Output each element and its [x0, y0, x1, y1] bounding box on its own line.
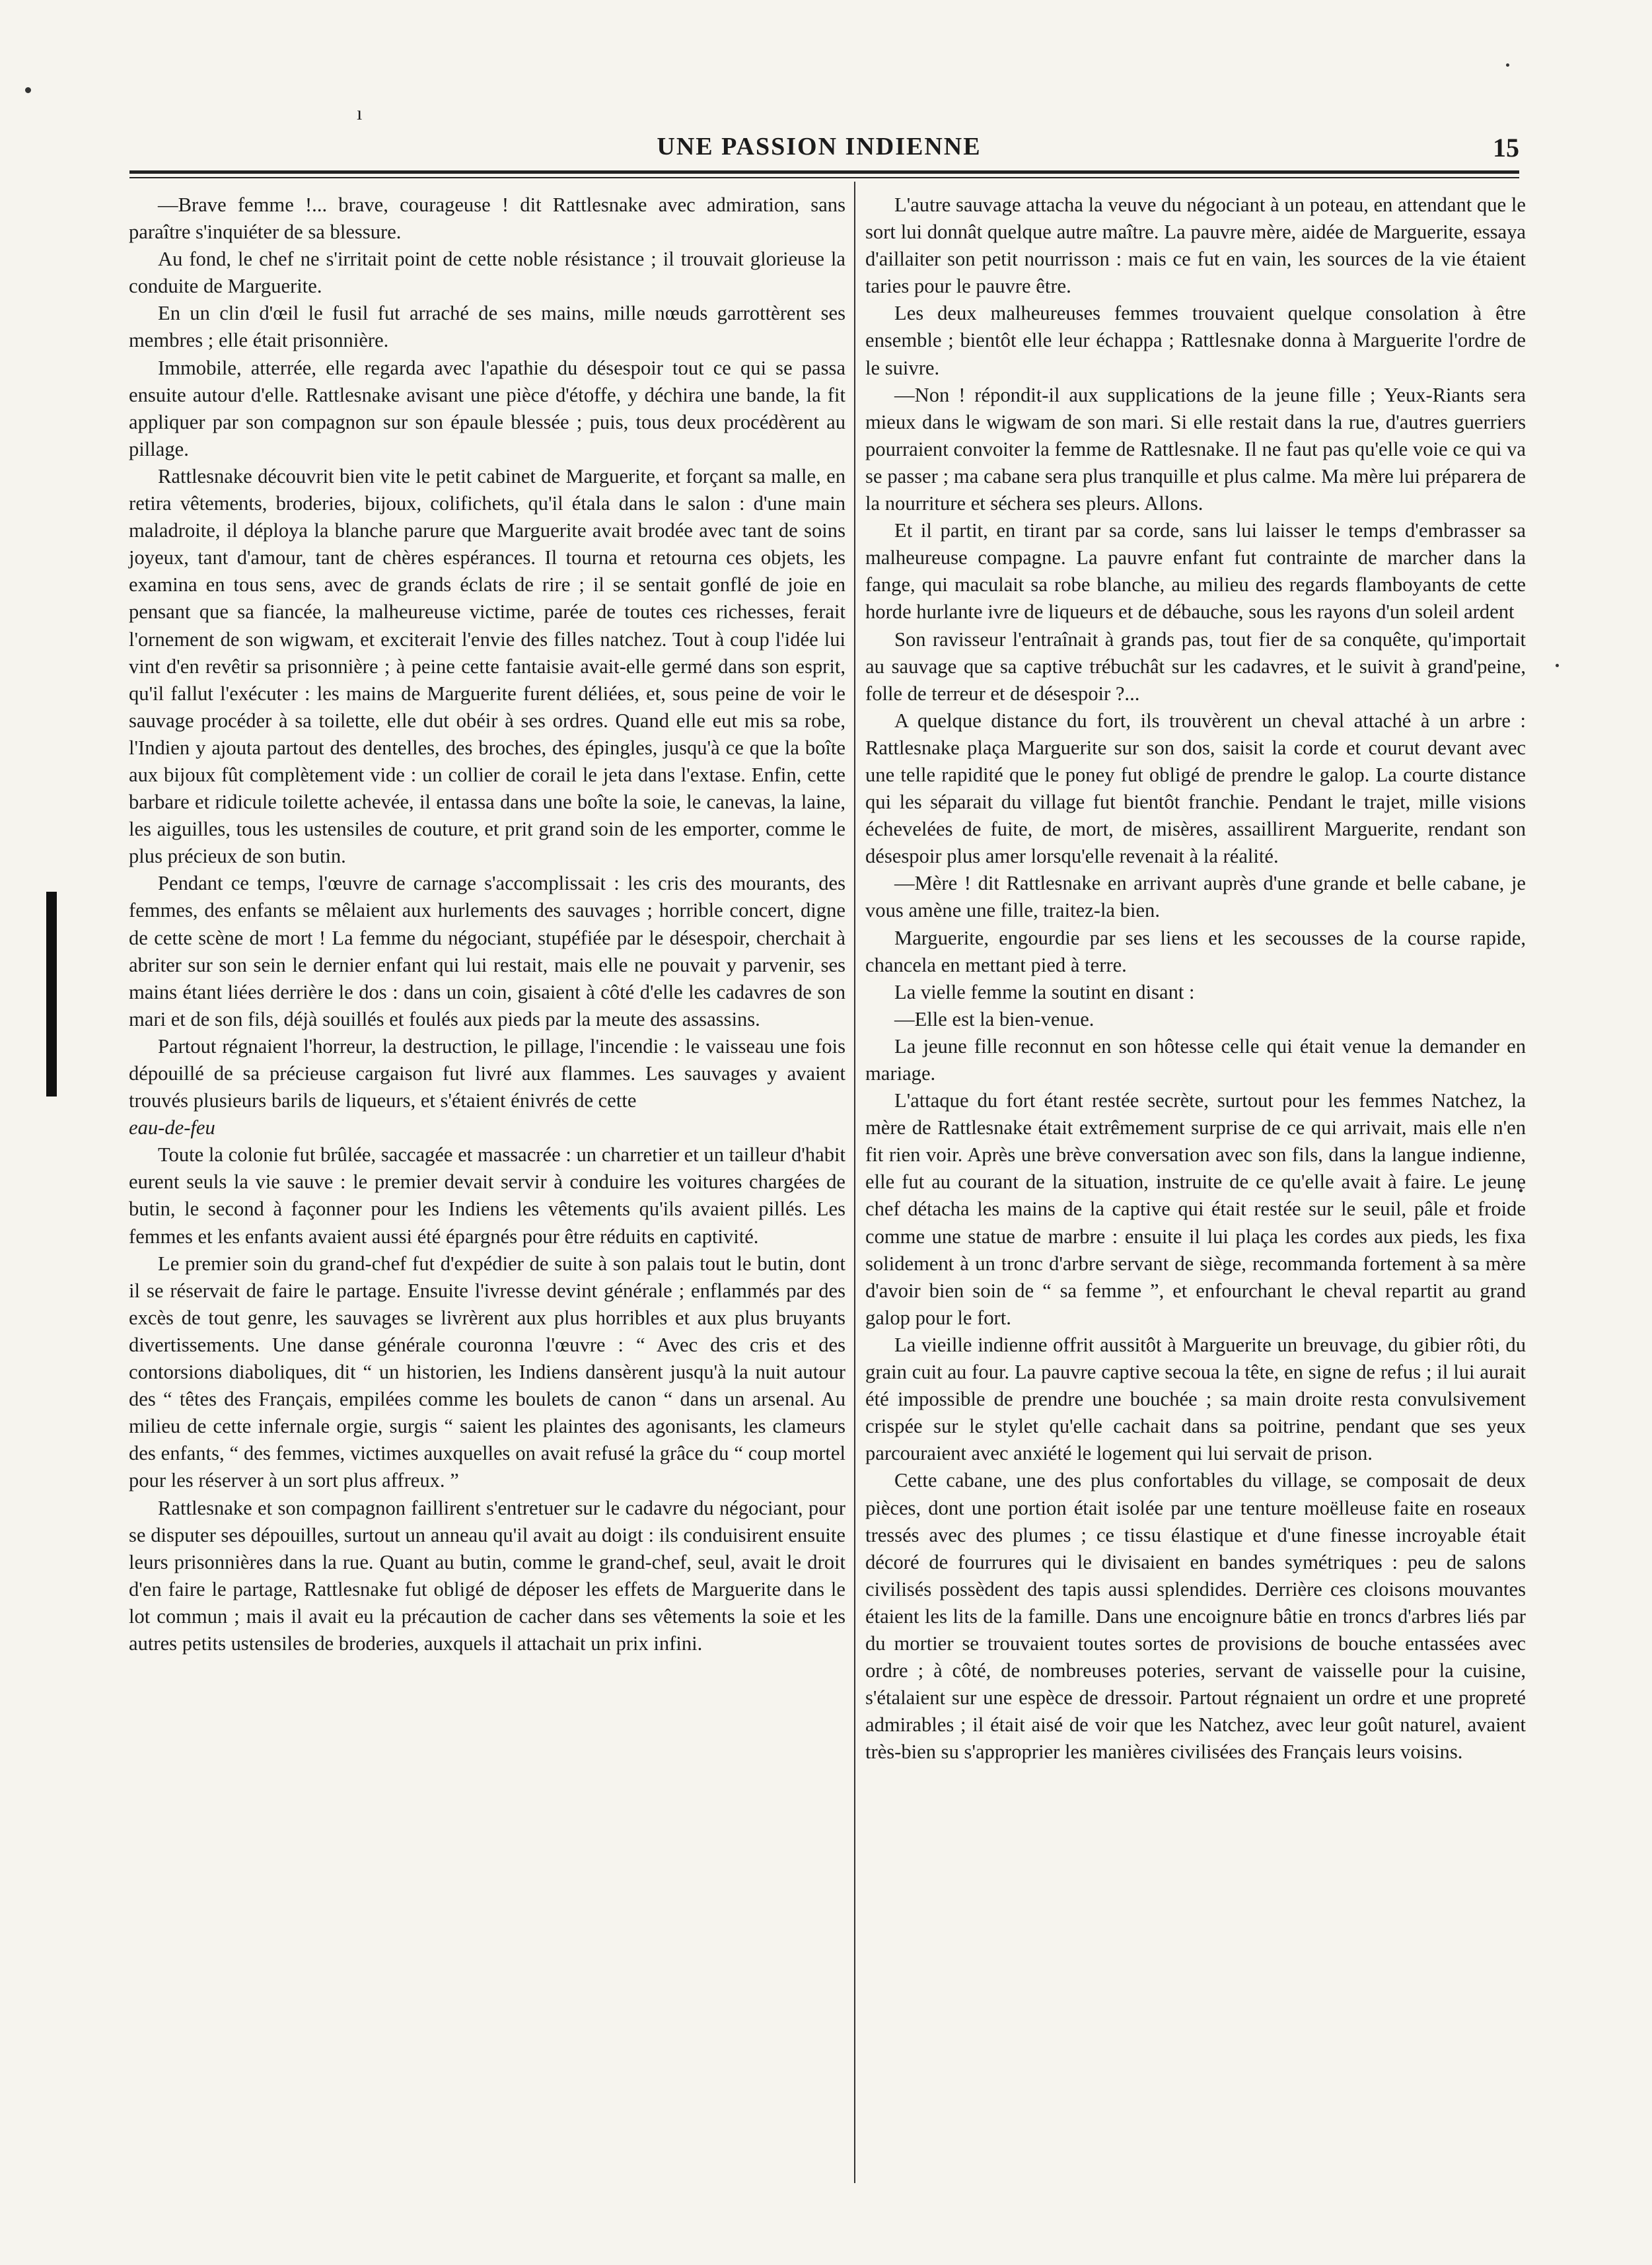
- paragraph: Pendant ce temps, l'œuvre de carnage s'accomplissait : les cris des mourants, des femmes, des enfants se mêlaient aux hurlements des sauvages ; horrible concert, digne de cette scène de mort ! La femme du négociant, stupéfiée par le désespoir, cherchait à abriter sur son sein le dernier enfant qui lui restait, mais elle ne pouvait y parvenir, ses mains étant liées derrière le dos : dans un coin, gisaient à côté d'elle les cadavres de son mari et de son fils, déjà souillés et foulés aux pieds par la meute des assassins.: [129, 872, 845, 1030]
- paragraph-text: Partout régnaient l'horreur, la destruction, le pillage, l'incendie : le vaisseau une fois dépouillé de sa précieuse cargaison fut livré aux flammes. Les sauvages y avaient trouvés plusieurs barils de liqueurs, et s'étaient énivrés de cette: [129, 1034, 845, 1112]
- italic-term: eau-de-feu: [129, 1116, 215, 1139]
- margin-mark: [46, 892, 57, 1097]
- paragraph: Le premier soin du grand-chef fut d'expédier de suite à son palais tout le butin, dont il se réservait de faire le partage. Ensuite l'ivresse devint générale ; enflammés par des excès de tout genre, les sauvages se livrèrent aux plus horribles et aux plus bruyants divertissements. Une danse générale couronna l'œuvre : “ Avec des cris et des contorsions diaboliques, dit “ un historien, les Indiens dansèrent jusqu'à la nuit autour des “ têtes des Français, empilées comme les boulets de canon “ dans un arsenal. Au milieu de cette infernale orgie, surgis “ saient les plaintes des agonisants, les clameurs des enfants, “ des femmes, victimes auxquelles on avait refusé la grâce du “ coup mortel pour les réserver à un sort plus affreux. ”: [129, 1252, 845, 1492]
- paragraph: L'autre sauvage attacha la veuve du négociant à un poteau, en attendant que le sort lui donnât quelque autre maître. La pauvre mère, aidée de Marguerite, essaya d'aillaiter son petit nourrisson : mais ce fut en vain, les sources de la vie étaient taries pour le pauvre être.: [865, 194, 1526, 298]
- paragraph: La vielle femme la soutint en disant :: [894, 980, 1195, 1003]
- paragraph: Marguerite, engourdie par ses liens et les secousses de la course rapide, chancela en mettant pied à terre.: [865, 926, 1526, 976]
- running-header: [119, 132, 1519, 172]
- paragraph: La vieille indienne offrit aussitôt à Marguerite un breuvage, du gibier rôti, du grain cuit au four. La pauvre captive secoua la tête, en signe de refus ; il lui aurait été impossible de prendre une bouchée ; sa main droite resta convulsivement crispée sur le stylet qu'elle cachait dans sa poitrine, pendant que ses yeux parcouraient avec anxiété le logement qui lui servait de prison.: [865, 1333, 1526, 1465]
- paragraph: Immobile, atterrée, elle regarda avec l'apathie du désespoir tout ce qui se passa ensuite autour d'elle. Rattlesnake avisant une pièce d'étoffe, y déchira une bande, la fit appliquer par son compagnon sur son épaule blessée ; puis, tous deux procédèrent au pillage.: [129, 356, 845, 460]
- paragraph: [129, 1033, 845, 1141]
- page-number: 15: [1493, 133, 1519, 162]
- paragraph: Son ravisseur l'entraînait à grands pas, tout fier de sa conquête, qu'importait au sauvage que sa captive trébuchât sur les cadavres, et le suivit à grand'peine, folle de terreur et de désespoir ?...: [865, 628, 1526, 705]
- paragraph: —Non ! répondit-il aux supplications de la jeune fille ; Yeux-Riants sera mieux dans le wigwam de son mari. Si elle restait dans la rue, d'autres guerriers pourraient convoiter la femme de Rattlesnake. Il ne faut pas qu'elle voie ce qui va se passer ; ma cabane sera plus tranquille et plus calme. Ma mère lui préparera de la nourriture et séchera ses pleurs. Allons.: [865, 383, 1526, 515]
- paragraph: La jeune fille reconnut en son hôtesse celle qui était venue la demander en mariage.: [865, 1034, 1526, 1085]
- paragraph: A quelque distance du fort, ils trouvèrent un cheval attaché à un arbre : Rattlesnake plaça Marguerite sur son dos, saisit la corde et courut devant avec une telle rapidité que le poney fut obligé de prendre le galop. La courte distance qui les séparait du village fut bientôt franchie. Pendant le trajet, mille visions échevelées de fuite, de mort, de misères, assaillirent Marguerite, rendant son désespoir plus amer lorsqu'elle revenait à la réalité.: [865, 709, 1526, 868]
- paragraph: —Mère ! dit Rattlesnake en arrivant auprès d'une grande et belle cabane, je vous amène une fille, traitez-la bien.: [865, 872, 1526, 922]
- header-rule: [129, 170, 1519, 174]
- running-title: UNE PASSION INDIENNE: [657, 133, 982, 161]
- top-mark: ı: [357, 102, 363, 124]
- paragraph: L'attaque du fort étant restée secrète, surtout pour les femmes Natchez, la mère de Rattlesnake était extrêmement surprise de ce qui arrivait, mais elle n'en fit rien voir. Après une brève conversation avec son fils, dans la langue indienne, elle fut au courant de la situation, instruite de ce qu'elle avait à faire. Le jeune chef détacha les mains de la captive qui était restée sur le seuil, pâle et froide comme une statue de marbre : ensuite il lui plaça les cordes aux pieds, les fixa solidement à un tronc d'arbre servant de siège, recommanda fortement à sa mère d'avoir bien soin de “ sa femme ”, et enfourchant le cheval repartit au grand galop pour le fort.: [865, 1089, 1526, 1329]
- left-column: [129, 192, 845, 1657]
- paragraph: —Elle est la bien-venue.: [894, 1007, 1095, 1030]
- ink-speck: [25, 87, 31, 93]
- paragraph: En un clin d'œil le fusil fut arraché de ses mains, mille nœuds garrottèrent ses membres ; elle était prisonnière.: [129, 302, 845, 352]
- ink-speck: [1506, 63, 1509, 67]
- paragraph: Et il partit, en tirant par sa corde, sans lui laisser le temps d'embrasser sa malheureuse compagne. La pauvre enfant fut contrainte de marcher dans la fange, qui maculait sa robe blanche, au milieu des regards flamboyants de cette horde hurlante ivre de liqueurs et de débauche, sous les rayons d'un soleil ardent: [865, 519, 1526, 624]
- paragraph: Rattlesnake découvrit bien vite le petit cabinet de Marguerite, et forçant sa malle, en retira vêtements, broderies, bijoux, colifichets, qu'il étala dans le salon : d'une main maladroite, il déploya la blanche parure que Marguerite avait brodée avec tant de soins joyeux, tant d'amour, tant de chères espérances. Il tourna et retourna ces objets, les examina en tous sens, avec de grands éclats de rire ; il se sentait gonflé de joie en pensant que sa fiancée, la malheureuse victime, parée de toutes ces richesses, ferait l'ornement de son wigwam, et exciterait l'envie des filles natchez. Tout à coup l'idée lui vint d'en revêtir sa prisonnière ; à peine cette fantaisie avait-elle germé dans son esprit, qu'il fallut l'exécuter : les mains de Marguerite furent déliées, et, sous peine de voir le sauvage procéder à sa toilette, elle dut obéir à ses ordres. Quand elle eut mis sa robe, l'Indien y ajouta partout des dentelles, des broches, des épingles, jusqu'à ce que la boîte aux bijoux fût complètement vide : un collier de corail le jeta dans l'extase. Enfin, cette barbare et ridicule toilette achevée, il entassa dans une boîte la soie, le canevas, la laine, les aiguilles, tous les ustensiles de couture, et prit grand soin de les emporter, comme le plus précieux de son butin.: [129, 464, 845, 868]
- header-rule-thin: [129, 177, 1519, 178]
- paragraph: Au fond, le chef ne s'irritait point de cette noble résistance ; il trouvait glorieuse la conduite de Marguerite.: [129, 248, 845, 298]
- paragraph: Rattlesnake et son compagnon faillirent s'entretuer sur le cadavre du négociant, pour se disputer ses dépouilles, surtout un anneau qu'il avait au doigt : ils conduisirent ensuite leurs prisonnières dans la rue. Quant au butin, comme le grand-chef, seul, avait le droit d'en faire le partage, Rattlesnake fut obligé de déposer les effets de Marguerite dans le lot commun ; mais il avait eu la précaution de cacher dans ses vêtements la soie et les autres petits ustensiles de broderies, auxquels il attachait un prix infini.: [129, 1496, 845, 1655]
- column-divider: [854, 182, 855, 2183]
- right-column: [865, 192, 1526, 1766]
- paragraph: Toute la colonie fut brûlée, saccagée et massacrée : un charretier et un tailleur d'habit eurent seuls la vie sauve : le premier devait servir à conduire les voitures chargées de butin, le second à façonner pour les Indiens les vêtements qu'ils avaient pillés. Les femmes et les enfants avaient aussi été épargnés pour être réduits en captivité.: [129, 1143, 845, 1248]
- paragraph: —Brave femme !... brave, courageuse ! dit Rattlesnake avec admiration, sans paraître s'inquiéter de sa blessure.: [129, 194, 845, 244]
- paragraph: Les deux malheureuses femmes trouvaient quelque consolation à être ensemble ; bientôt elle leur échappa ; Rattlesnake donna à Marguerite l'ordre de le suivre.: [865, 302, 1526, 379]
- paragraph: Cette cabane, une des plus confortables du village, se composait de deux pièces, dont une portion était isolée par une tenture moëlleuse faite en roseaux tressés avec des plumes ; ce tissu élastique et d'une finesse incroyable était décoré de fourrures qui le divisaient en bandes symétriques : peu de salons civilisés possèdent des tapis aussi splendides. Derrière ces cloisons mouvantes étaient les lits de la famille. Dans une encoignure bâtie en troncs d'arbres liés par du mortier se trouvaient toutes sortes de provisions de bouche entassées avec ordre ; à côté, de nombreuses poteries, servant de vaisselle pour la cuisine, s'étalaient sur une espèce de dressoir. Partout régnaient un ordre et une propreté admirables ; il était aisé de voir que les Natchez, avec leur goût naturel, avaient très-bien su s'approprier les manières civilisées des Français leurs voisins.: [865, 1469, 1526, 1764]
- ink-speck: [1556, 664, 1559, 667]
